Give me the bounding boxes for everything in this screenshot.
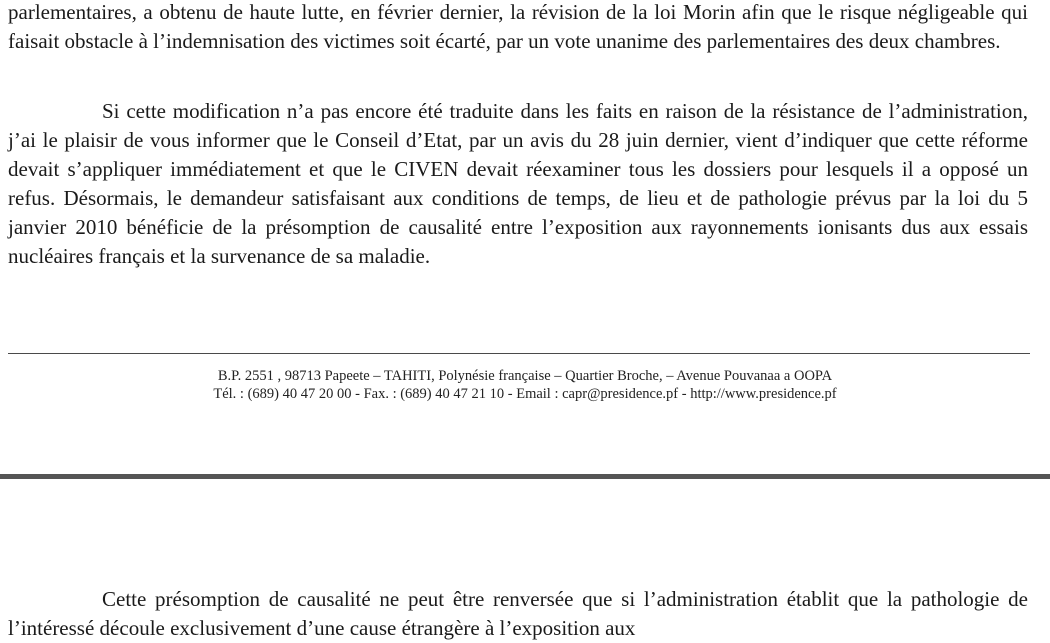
body-paragraph-1: parlementaires, a obtenu de haute lutte, en février dernier, la révision de la loi Morin afin que le risque négligeable qui faisait obstacle à l’indemnisation des victimes soit écarté, par un vote unanime des parlementaires des deux chambres. [8,0,1028,53]
page-bottom [0,479,1050,640]
body-paragraph-3: Cette présomption de causalité ne peut être renversée que si l’administration établit que la pathologie de l’intéressé découle exclusivement d’une cause étrangère à l’exposition aux [8,587,1028,640]
body-paragraph-2: Si cette modification n’a pas encore été traduite dans les faits en raison de la résistance de l’administration, j’ai le plaisir de vous informer que le Conseil d’Etat, par un avis du 28 juin dernier, vient d’indiquer que cette réforme devait s’appliquer immédiatement et que le CIVEN devait réexaminer tous les dossiers pour lesquels il a opposé un refus. Désormais, le demandeur satisfaisant aux conditions de temps, de lieu et de pathologie prévus par la loi du 5 janvier 2010 bénéficie de la présomption de causalité entre l’exposition aux rayonnements ionisants dus aux essais nucléaires français et la survenance de sa maladie. [8,99,1028,268]
footer-contact: Tél. : (689) 40 47 20 00 - Fax. : (689) 40 47 21 10 - Email : capr@presidence.pf - http://www.presidence.pf [213,386,837,402]
footer-address: B.P. 2551 , 98713 Papeete – TAHITI, Polynésie française – Quartier Broche, – Avenue Pouvanaa a OOPA [217,368,833,384]
footer-divider [8,353,1030,354]
